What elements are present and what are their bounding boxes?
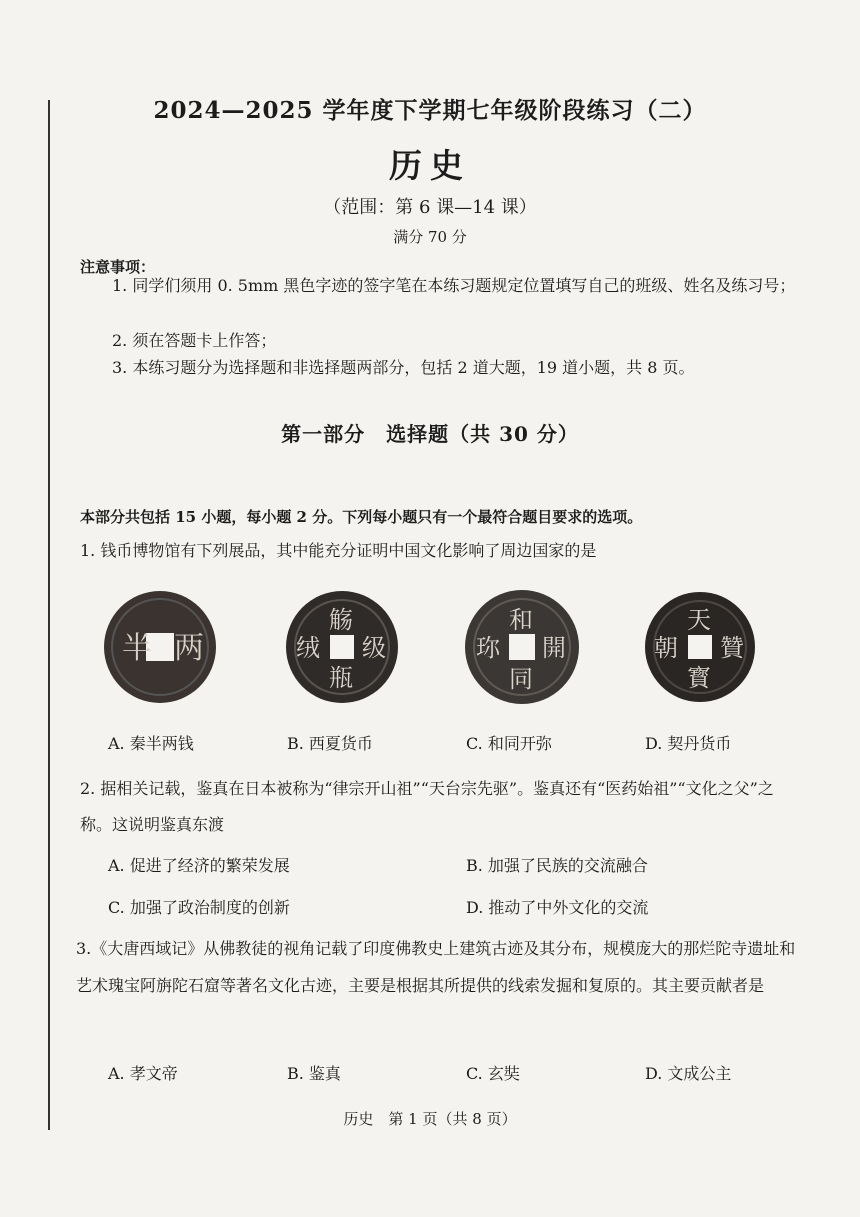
q3-option-b: B. 鉴真 — [287, 1064, 341, 1083]
q2-option-c: C. 加强了政治制度的创新 — [108, 898, 290, 917]
coin-c-char-4: 珎 — [476, 634, 500, 662]
coin-b-image — [282, 588, 402, 706]
coin-b-char-4: 级 — [362, 634, 386, 662]
q3-option-a: A. 孝文帝 — [108, 1064, 178, 1083]
coin-c-char-2: 同 — [509, 665, 533, 693]
subject-title: 历史 — [389, 146, 471, 185]
coin-d-char-2: 贊 — [720, 634, 744, 662]
q2-option-a: A. 促进了经济的繁荣发展 — [108, 856, 290, 875]
question-3-stem: 3.《大唐西域记》从佛教徒的视角记载了印度佛教史上建筑古迹及其分布，规模庞大的那烂陀寺遗址和艺术瑰宝阿旃陀石窟等著名文化古迹，主要是根据其所提供的线索发掘和复原的。其主要贡献者是 — [76, 939, 796, 995]
coin-c-char-1: 和 — [509, 606, 533, 634]
section-title: 第一部分 选择题（共 30 分） — [281, 422, 579, 446]
notice-item-3: 3. 本练习题分为选择题和非选择题两部分，包括 2 道大题，19 道小题，共 8 页。 — [112, 358, 695, 377]
coin-d-char-4: 朝 — [654, 634, 678, 662]
q3-option-d: D. 文成公主 — [645, 1064, 732, 1083]
notice-title: 注意事项： — [80, 258, 156, 276]
section-intro: 本部分共包括 15 小题，每小题 2 分。下列每小题只有一个最符合题目要求的选项。 — [80, 508, 643, 526]
coin-c-image — [462, 588, 582, 706]
coin-images — [100, 588, 780, 706]
q1-option-d: D. 契丹货币 — [645, 734, 732, 753]
coin-a-char-2: 两 — [174, 631, 204, 666]
coin-b-char-2: 瓶 — [329, 664, 353, 692]
page-footer: 历史 第 1 页（共 8 页） — [343, 1110, 517, 1128]
question-2-stem: 2. 据相关记载，鉴真在日本被称为“律宗开山祖”“天台宗先驱”。鉴真还有“医药始祖”“文化之父”之称。这说明鉴真东渡 — [80, 779, 774, 834]
coin-d-char-3: 寳 — [687, 664, 711, 692]
coin-a-char-1: 半 — [122, 631, 152, 666]
lesson-range: （范围：第 6 课—14 课） — [323, 197, 537, 218]
coin-b-char-3: 绒 — [296, 634, 320, 662]
q1-option-a: A. 秦半两钱 — [108, 734, 194, 753]
binding-margin-line — [48, 100, 50, 1130]
coin-c-char-3: 開 — [542, 634, 566, 662]
coin-d-char-1: 天 — [687, 606, 711, 634]
coin-a-image — [100, 588, 220, 706]
coin-d-image — [640, 588, 760, 706]
q2-option-d: D. 推动了中外文化的交流 — [466, 898, 649, 917]
q1-option-c: C. 和同开弥 — [466, 734, 552, 753]
q2-option-b: B. 加强了民族的交流融合 — [466, 856, 648, 875]
q1-option-b: B. 西夏货币 — [287, 734, 373, 753]
notice-item-2: 2. 须在答题卡上作答； — [112, 331, 277, 350]
notice-item-1: 1. 同学们须用 0. 5mm 黑色字迹的签字笔在本练习题规定位置填写自己的班级、姓名及练习号； — [112, 276, 796, 295]
exam-title: 2024—2025 学年度下学期七年级阶段练习（二） — [153, 97, 707, 124]
question-1-stem: 1. 钱币博物馆有下列展品，其中能充分证明中国文化影响了周边国家的是 — [80, 541, 597, 560]
q3-option-c: C. 玄奘 — [466, 1064, 520, 1083]
full-score: 满分 70 分 — [393, 228, 467, 246]
coin-b-char-1: 觞 — [329, 606, 353, 634]
